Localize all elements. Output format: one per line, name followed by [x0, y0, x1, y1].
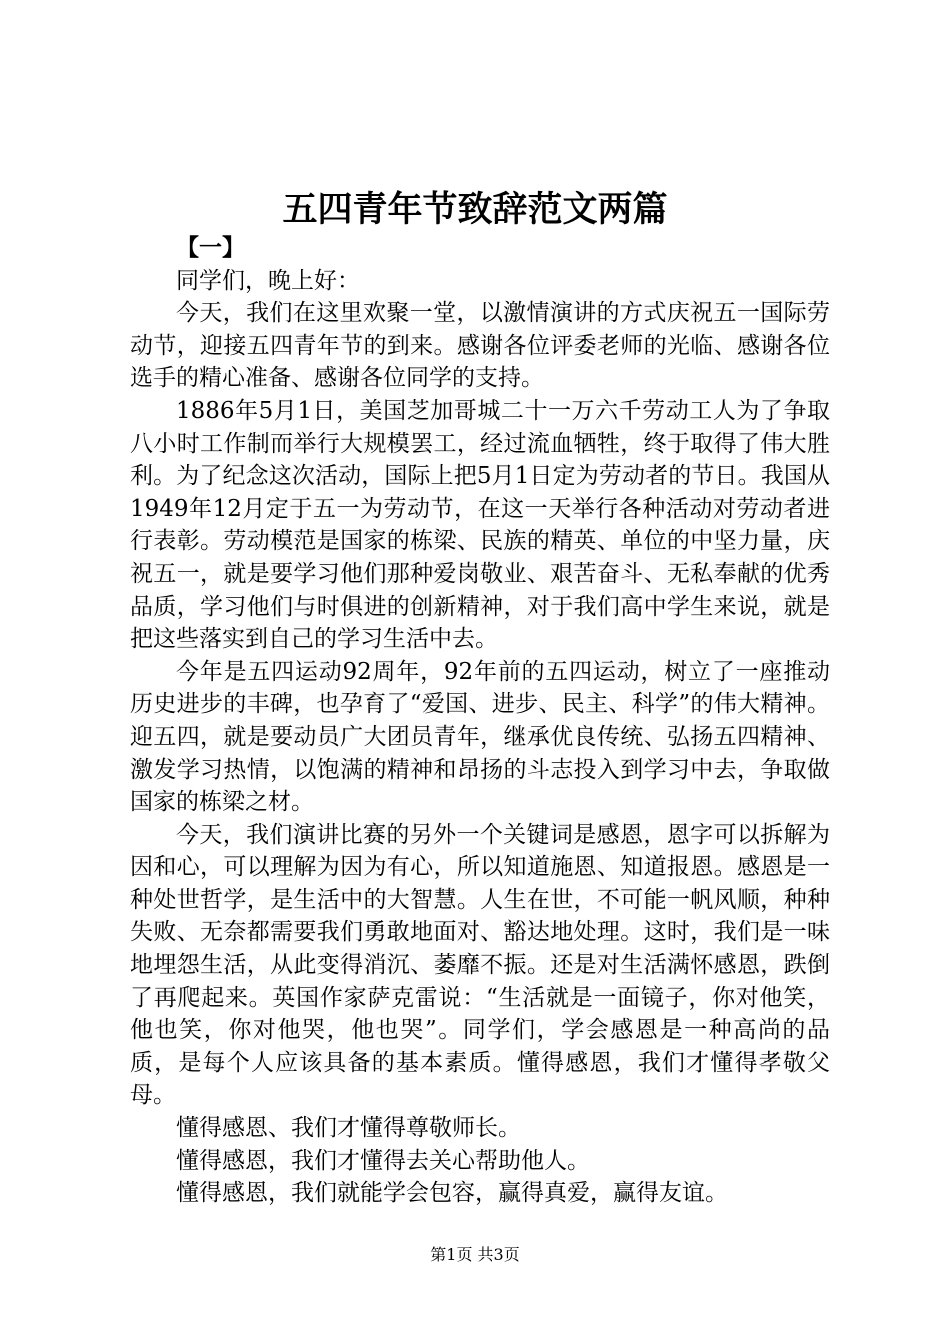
paragraph: 懂得感恩，我们就能学会包容，赢得真爱，赢得友谊。 [176, 1180, 728, 1207]
paragraph: 懂得感恩，我们才懂得去关心帮助他人。 [176, 1147, 590, 1174]
paragraph: 今天，我们在这里欢聚一堂，以激情演讲的方式庆祝五一国际劳动节，迎接五四青年节的到来。感谢各位评委老师的光临、感谢各位选手的精心准备、感谢各位同学的支持。 [130, 300, 830, 392]
paragraph: 懂得感恩、我们才懂得尊敬师长。 [176, 1115, 521, 1142]
paragraph: 1886年5月1日，美国芝加哥城二十一万六千劳动工人为了争取八小时工作制而举行大规模罢工，经过流血牺牲，终于取得了伟大胜利。为了纪念这次活动，国际上把5月1日定为劳动者的节日。我国从1949年12月定于五一为劳动节，在这一天举行各种活动对劳动者进行表彰。劳动模范是国家的栋梁、民族的精英、单位的中坚力量，庆祝五一，就是要学习他们那种爱岗敬业、艰苦奋斗、无私奉献的优秀品质，学习他们与时俱进的创新精神，对于我们高中学生来说，就是把这些落实到自己的学习生活中去。 [130, 397, 830, 653]
section-marker: 【一】 [176, 234, 245, 261]
document-title: 五四青年节致辞范文两篇 [282, 189, 668, 230]
document-body [130, 232, 830, 1210]
paragraph: 今天，我们演讲比赛的另外一个关键词是感恩，恩字可以拆解为因和心，可以理解为因为有心，所以知道施恩、知道报恩。感恩是一种处世哲学，是生活中的大智慧。人生在世，不可能一帆风顺，种种失败、无奈都需要我们勇敢地面对、豁达地处理。这时，我们是一味地埋怨生活，从此变得消沉、萎靡不振。还是对生活满怀感恩，跌倒了再爬起来。英国作家萨克雷说：“生活就是一面镜子，你对他笑，他也笑，你对他哭，他也哭”。同学们，学会感恩是一种高尚的品质，是每个人应该具备的基本素质。懂得感恩，我们才懂得孝敬父母。 [130, 821, 830, 1109]
paragraph: 今年是五四运动92周年，92年前的五四运动，树立了一座推动历史进步的丰碑，也孕育了“爱国、进步、民主、科学”的伟大精神。迎五四，就是要动员广大团员青年，继承优良传统、弘扬五四精神、激发学习热情，以饱满的精神和昂扬的斗志投入到学习中去，争取做国家的栋梁之材。 [130, 658, 830, 816]
page-footer: 第1页 共3页 [430, 1245, 520, 1264]
paragraph-greeting: 同学们，晚上好： [176, 267, 360, 294]
